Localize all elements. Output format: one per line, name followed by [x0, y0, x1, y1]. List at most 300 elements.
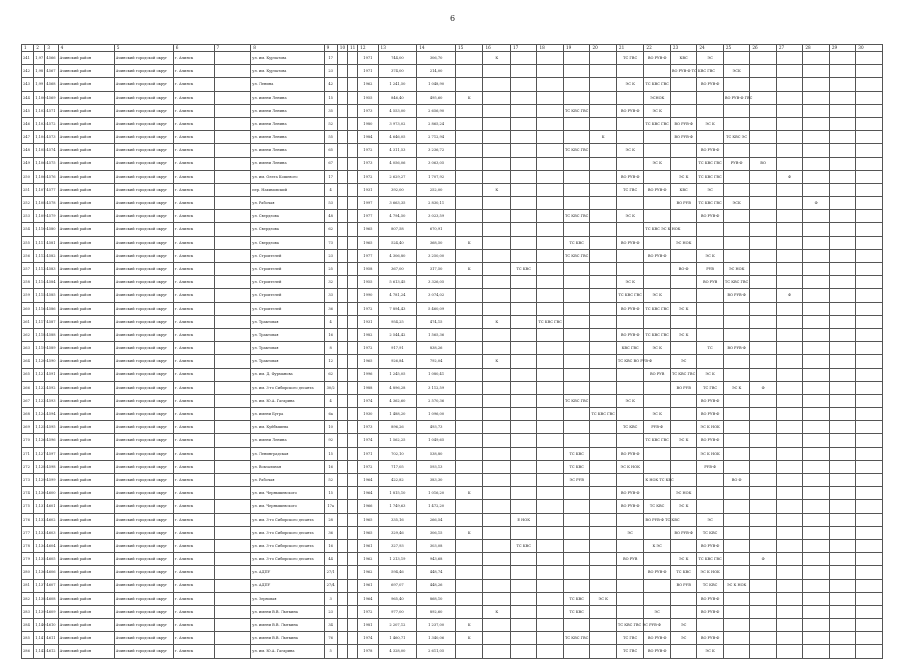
table-cell [483, 394, 511, 407]
table-cell [644, 579, 670, 592]
table-cell [347, 539, 357, 552]
table-cell [590, 197, 616, 210]
table-cell: ЭСК [723, 197, 749, 210]
table-cell [510, 131, 536, 144]
table-cell: ЭС К [644, 408, 670, 421]
table-cell [644, 276, 670, 289]
table-cell: 4 362,60 [378, 394, 417, 407]
table-cell [510, 170, 536, 183]
table-cell: ТС КВС ГВС [644, 328, 670, 341]
table-cell [337, 183, 347, 196]
table-cell: 1 080,41 [417, 368, 456, 381]
table-cell [750, 65, 776, 78]
table-cell: 8 [324, 342, 337, 355]
table-cell: 896,26 [378, 421, 417, 434]
table-cell [347, 276, 357, 289]
table-cell [563, 566, 589, 579]
table-cell: Ачинский городской округ [114, 183, 173, 196]
table-cell [670, 315, 696, 328]
table-cell: 4579 [45, 210, 58, 223]
table-cell [803, 170, 829, 183]
table-cell: ВО РУВ-Ф [644, 249, 670, 262]
table-cell: 4601 [45, 500, 58, 513]
table-cell: г. Ачинск [173, 276, 214, 289]
table-cell [697, 619, 723, 632]
column-number-header: 22 [644, 45, 670, 52]
table-cell [723, 183, 749, 196]
table-cell [537, 526, 563, 539]
table-cell: ул. имени Ленина [251, 104, 324, 117]
table-cell: 1 815,10 [378, 487, 417, 500]
table-cell: 17 [324, 52, 337, 65]
table-cell [483, 421, 511, 434]
table-cell [776, 645, 802, 658]
table-cell: 1,109 [34, 210, 45, 223]
table-cell [697, 328, 723, 341]
table-cell: г. Ачинск [173, 619, 214, 632]
table-cell [347, 104, 357, 117]
table-cell: 245 [22, 104, 34, 117]
table-cell [537, 408, 563, 421]
table-cell [537, 236, 563, 249]
table-cell: Ачинский городской округ [114, 605, 173, 618]
table-cell: 1 340,06 [417, 632, 456, 645]
table-cell: 4586 [45, 302, 58, 315]
table-cell: ТС КВС ВО РУВ-Ф [616, 355, 644, 368]
table-row [22, 157, 883, 170]
table-cell [776, 619, 802, 632]
table-cell: Ф [750, 381, 776, 394]
table-cell [856, 553, 883, 566]
table-cell: 448,26 [417, 579, 456, 592]
table-cell: ЭС [697, 183, 723, 196]
table-cell: 246 [22, 117, 34, 130]
table-cell [750, 579, 776, 592]
table-cell [776, 210, 802, 223]
table-cell [616, 197, 644, 210]
table-cell: 2 629,27 [378, 170, 417, 183]
table-cell [537, 619, 563, 632]
table-cell [829, 249, 855, 262]
table-cell [776, 144, 802, 157]
table-cell: 32 [324, 276, 337, 289]
table-cell: 368,50 [417, 236, 456, 249]
table-cell [856, 619, 883, 632]
table-cell [776, 197, 802, 210]
table-cell: 4567 [45, 65, 58, 78]
table-cell: 16 [324, 460, 337, 473]
table-cell [510, 223, 536, 236]
table-cell: ЭСНОК [644, 91, 670, 104]
table-cell [829, 487, 855, 500]
table-cell: 275 [22, 500, 34, 513]
table-cell: 524,40 [378, 236, 417, 249]
table-cell [590, 302, 616, 315]
table-cell [803, 434, 829, 447]
table-cell [803, 183, 829, 196]
table-cell [337, 619, 347, 632]
table-cell [483, 592, 511, 605]
table-cell: ТС КВС ЭС К НОК [644, 223, 670, 236]
column-number-header: 20 [590, 45, 616, 52]
table-cell: 1931 [358, 183, 378, 196]
table-cell [337, 592, 347, 605]
table-cell: ул. Трактовая [251, 315, 324, 328]
table-cell [347, 394, 357, 407]
table-cell [455, 500, 483, 513]
table-row [22, 276, 883, 289]
table-cell [750, 91, 776, 104]
table-cell [214, 579, 251, 592]
table-cell [670, 91, 696, 104]
table-row [22, 289, 883, 302]
table-row [22, 183, 883, 196]
column-number-header: 27 [776, 45, 802, 52]
table-cell [537, 131, 563, 144]
table-cell [510, 342, 536, 355]
table-cell [563, 645, 589, 658]
table-cell: 267 [22, 394, 34, 407]
table-cell: Ачинский район [58, 263, 114, 276]
table-cell: ВО РУВ-Ф [616, 328, 644, 341]
table-cell: ТС КВС [563, 236, 589, 249]
table-cell: 282 [22, 592, 34, 605]
table-cell [776, 632, 802, 645]
table-cell: 329,46 [378, 526, 417, 539]
table-cell: Ачинский район [58, 566, 114, 579]
table-cell: 1973 [358, 157, 378, 170]
table-cell: ул. им. 3-го Сибирского десанта [251, 513, 324, 526]
table-cell [214, 210, 251, 223]
table-cell [776, 263, 802, 276]
table-cell [750, 434, 776, 447]
table-cell: Ачинский городской округ [114, 157, 173, 170]
table-cell: Ачинский городской округ [114, 315, 173, 328]
table-cell: ТС ГВС [616, 645, 644, 658]
table-cell [590, 553, 616, 566]
table-cell [347, 526, 357, 539]
table-cell [347, 460, 357, 473]
table-cell [214, 474, 251, 487]
table-cell: ТС КВС [697, 526, 723, 539]
table-cell: ВО РУВ-Ф ТС КВС [644, 513, 670, 526]
table-cell [455, 183, 483, 196]
table-cell [856, 52, 883, 65]
table-cell: 3 250,00 [417, 249, 456, 262]
table-cell: КВС [670, 183, 696, 196]
table-cell [616, 381, 644, 394]
table-cell [750, 78, 776, 91]
table-cell [337, 408, 347, 421]
table-cell [776, 592, 802, 605]
table-cell [776, 539, 802, 552]
table-cell: ул. им. Курчатова [251, 65, 324, 78]
table-cell: 965,40 [378, 592, 417, 605]
table-cell: 1,128 [34, 460, 45, 473]
table-cell: 1,125 [34, 421, 45, 434]
table-cell [697, 500, 723, 513]
table-cell [590, 474, 616, 487]
table-cell: 4603 [45, 526, 58, 539]
table-cell [644, 65, 670, 78]
table-cell [337, 223, 347, 236]
table-cell: Ачинский городской округ [114, 394, 173, 407]
table-cell: ВО РУВ-Ф [697, 408, 723, 421]
table-cell: 327,93 [378, 539, 417, 552]
table-cell [829, 131, 855, 144]
table-cell: 1962 [358, 566, 378, 579]
column-numbers-row [22, 45, 883, 52]
table-cell: ВО РУВ-Ф [697, 605, 723, 618]
table-cell: 1962 [358, 553, 378, 566]
table-cell [856, 315, 883, 328]
table-cell [347, 619, 357, 632]
table-cell: 4602 [45, 513, 58, 526]
table-cell: Ачинский район [58, 421, 114, 434]
table-cell [483, 513, 511, 526]
table-cell: 1 562,25 [378, 434, 417, 447]
table-cell: ул. им. 3-го Сибирского десанта [251, 381, 324, 394]
table-row [22, 645, 883, 658]
table-cell: Ачинский район [58, 447, 114, 460]
table-cell: 1971 [358, 447, 378, 460]
table-cell: 1972 [358, 144, 378, 157]
table-cell [563, 157, 589, 170]
table-cell [483, 539, 511, 552]
table-cell [537, 210, 563, 223]
table-cell: ТС КВС [670, 566, 696, 579]
table-cell [537, 447, 563, 460]
table-cell [750, 619, 776, 632]
table-cell: 926,84 [378, 355, 417, 368]
column-number-header: 30 [856, 45, 883, 52]
table-cell [590, 460, 616, 473]
table-cell [537, 579, 563, 592]
table-cell [723, 355, 749, 368]
table-cell [590, 249, 616, 262]
table-cell [856, 78, 883, 91]
table-cell [750, 605, 776, 618]
table-cell: Ачинский городской округ [114, 539, 173, 552]
table-cell [803, 131, 829, 144]
table-cell: ЭС К [723, 381, 749, 394]
table-cell [214, 355, 251, 368]
column-number-header: 4 [58, 45, 114, 52]
table-cell: ВО РУВ-Ф [616, 170, 644, 183]
table-cell [347, 434, 357, 447]
table-cell [776, 117, 802, 130]
table-cell [510, 197, 536, 210]
table-cell [750, 289, 776, 302]
table-cell [670, 104, 696, 117]
table-cell: ул. имени Ленина [251, 117, 324, 130]
table-cell: 1997 [358, 197, 378, 210]
table-cell [483, 566, 511, 579]
table-cell [829, 157, 855, 170]
table-cell [537, 249, 563, 262]
table-cell: 744,00 [378, 52, 417, 65]
table-cell: 4 056,06 [378, 157, 417, 170]
table-cell [856, 539, 883, 552]
table-cell [537, 183, 563, 196]
table-cell [803, 474, 829, 487]
table-cell [590, 566, 616, 579]
table-cell [563, 513, 589, 526]
table-cell: 1981 [358, 619, 378, 632]
table-cell: Ачинский городской округ [114, 144, 173, 157]
table-cell [776, 381, 802, 394]
table-cell [337, 434, 347, 447]
table-cell: 2 570,36 [417, 394, 456, 407]
table-cell: 42 [324, 78, 337, 91]
table-cell: ТС КВС ГВС [697, 157, 723, 170]
table-cell: 30/2 [324, 381, 337, 394]
table-cell [644, 553, 670, 566]
table-cell [750, 131, 776, 144]
table-cell [483, 408, 511, 421]
table-cell: 4610 [45, 619, 58, 632]
table-cell [670, 645, 696, 658]
table-cell: 954,25 [378, 315, 417, 328]
table-cell [803, 104, 829, 117]
table-cell: 3 [324, 592, 337, 605]
table-cell: 1,115 [34, 289, 45, 302]
table-cell: ВО РУВ-Ф [697, 144, 723, 157]
table-cell: 4596 [45, 434, 58, 447]
table-cell: К [483, 355, 511, 368]
table-cell [616, 434, 644, 447]
table-cell: 1,126 [34, 434, 45, 447]
table-cell [776, 566, 802, 579]
table-cell [803, 447, 829, 460]
table-cell [337, 78, 347, 91]
table-cell [856, 91, 883, 104]
table-cell: 62 [324, 368, 337, 381]
table-cell [510, 52, 536, 65]
table-cell: г. Ачинск [173, 104, 214, 117]
table-cell: Ачинский городской округ [114, 645, 173, 658]
table-cell [803, 249, 829, 262]
table-cell [510, 157, 536, 170]
table-cell [590, 223, 616, 236]
table-cell: 4 896,28 [378, 381, 417, 394]
table-cell: Ф [750, 553, 776, 566]
table-cell [214, 236, 251, 249]
table-cell [803, 210, 829, 223]
table-cell [723, 645, 749, 658]
table-cell: Ачинский район [58, 289, 114, 302]
column-number-header: 10 [337, 45, 347, 52]
table-cell: К [483, 315, 511, 328]
table-cell [776, 487, 802, 500]
table-cell: ул. имени Ленина [251, 434, 324, 447]
table-cell [829, 355, 855, 368]
table-cell [337, 447, 347, 460]
table-cell: ТС КВС ГВС [644, 302, 670, 315]
table-cell: ТС КВС ГВС [563, 144, 589, 157]
table-cell: ЭС [670, 619, 696, 632]
table-cell: ТС КВС [563, 605, 589, 618]
table-cell: Ачинский район [58, 579, 114, 592]
table-cell: ВО РУВ-Ф [697, 632, 723, 645]
table-cell [510, 355, 536, 368]
table-cell: 1,121 [34, 368, 45, 381]
table-cell [750, 263, 776, 276]
table-cell: К [455, 526, 483, 539]
table-cell: 27/1 [324, 566, 337, 579]
table-cell [590, 65, 616, 78]
table-cell [750, 645, 776, 658]
table-cell [537, 500, 563, 513]
table-cell [829, 223, 855, 236]
table-cell [829, 513, 855, 526]
table-cell [510, 474, 536, 487]
table-cell: 4 306,80 [378, 249, 417, 262]
table-cell: ул. Свердлова [251, 223, 324, 236]
table-cell [644, 131, 670, 144]
table-cell: 4606 [45, 566, 58, 579]
table-cell: 1 472,20 [417, 500, 456, 513]
table-cell [455, 355, 483, 368]
table-cell [856, 632, 883, 645]
table-cell: 4 311,53 [378, 144, 417, 157]
table-cell: 251 [22, 183, 34, 196]
table-cell: ЭС [697, 52, 723, 65]
table-cell: Ачинский городской округ [114, 91, 173, 104]
table-cell: ВО РУВ [670, 381, 696, 394]
table-cell: ТС КВС ГВС [537, 315, 563, 328]
table-cell: г. Ачинск [173, 91, 214, 104]
table-cell [510, 315, 536, 328]
table-cell [856, 263, 883, 276]
table-cell [670, 539, 696, 552]
table-cell: ВО РУВ-Ф [644, 645, 670, 658]
table-cell [590, 342, 616, 355]
table-cell [644, 144, 670, 157]
table-cell [347, 183, 357, 196]
column-number-header: 16 [483, 45, 511, 52]
table-cell [347, 645, 357, 658]
table-cell [563, 197, 589, 210]
table-cell: 34 [324, 619, 337, 632]
table-cell: 269 [22, 421, 34, 434]
table-cell [856, 104, 883, 117]
table-cell [776, 460, 802, 473]
table-cell: ВО РУВ-Ф [644, 566, 670, 579]
table-cell: Ачинский городской округ [114, 632, 173, 645]
table-cell [537, 197, 563, 210]
table-cell: ул. им. Олега Кошевого [251, 170, 324, 183]
table-cell [337, 605, 347, 618]
table-cell: ВО РУВ-Ф [670, 526, 696, 539]
table-cell: 4605 [45, 553, 58, 566]
table-cell: 1,123 [34, 394, 45, 407]
table-cell: 1,122 [34, 381, 45, 394]
table-cell [829, 408, 855, 421]
table-cell [337, 632, 347, 645]
table-cell [337, 104, 347, 117]
table-cell [455, 131, 483, 144]
table-cell: ВО РУВ-Ф [697, 592, 723, 605]
housing-register-table [21, 44, 883, 659]
table-cell [455, 117, 483, 130]
table-cell: 1,136 [34, 566, 45, 579]
table-cell [590, 315, 616, 328]
table-cell [510, 249, 536, 262]
table-cell [803, 539, 829, 552]
table-cell [803, 223, 829, 236]
table-cell [723, 605, 749, 618]
